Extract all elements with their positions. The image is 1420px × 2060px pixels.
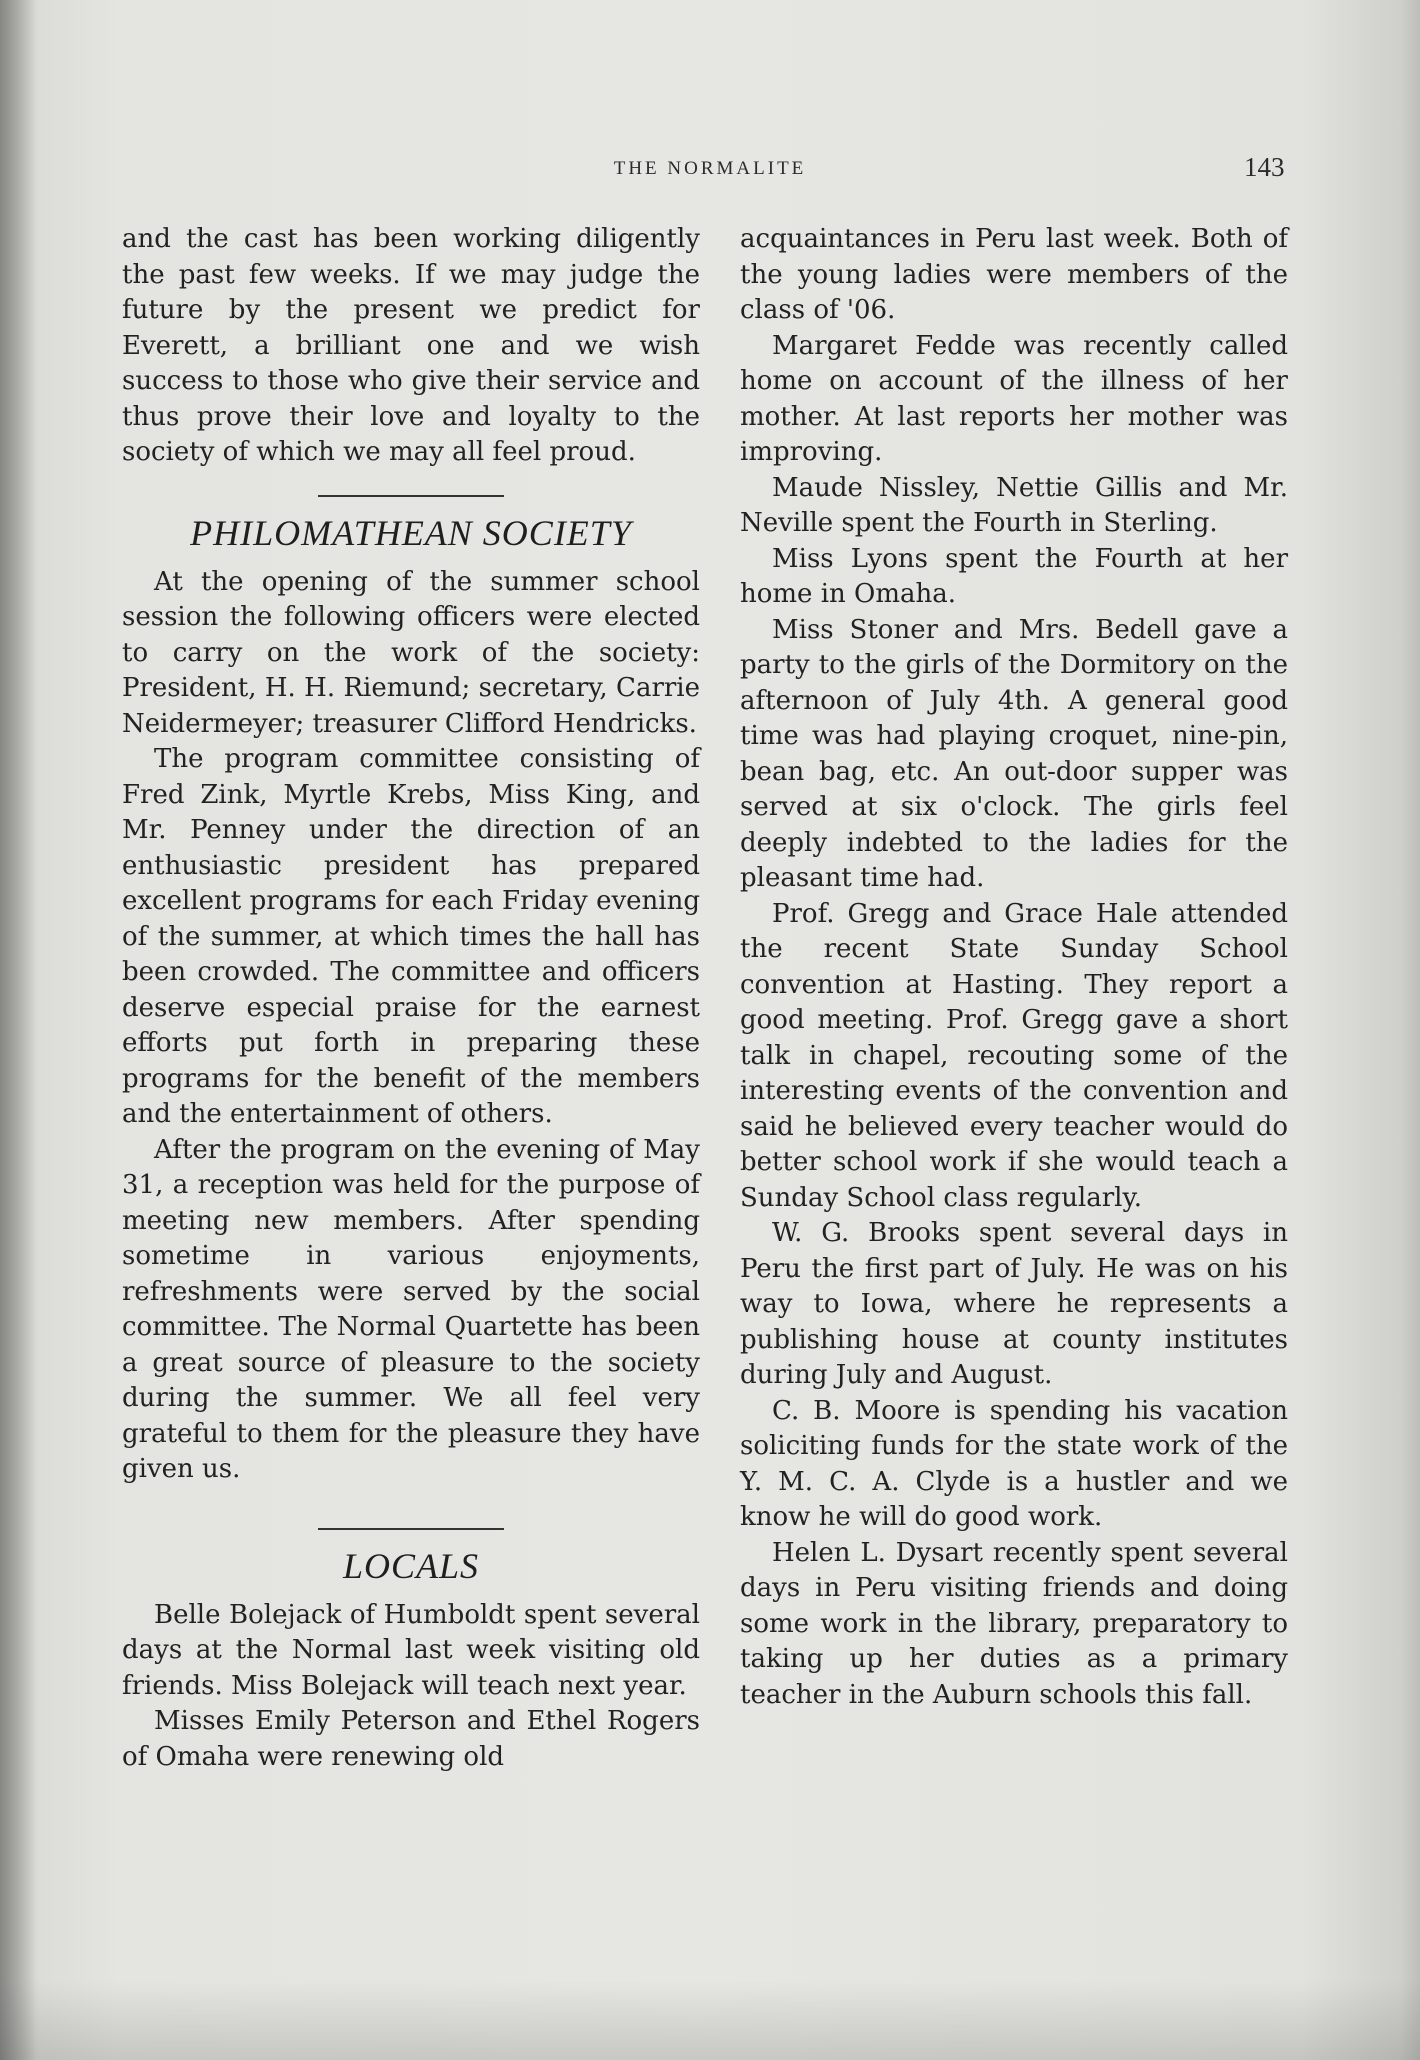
locals-heading: LOCALS [342,1545,480,1586]
right-column [740,222,1288,1713]
local-item: C. B. Moore is spending his vacation soliciting funds for the state work of the Y. M. C. A. Clyde is a hustler and we know he will do good work. [740,1395,1288,1532]
local-item: Miss Lyons spent the Fourth at her home in Omaha. [740,543,1288,609]
section-divider [318,495,504,497]
local-item: W. G. Brooks spent several days in Peru the first part of July. He was on his way to Iowa, where he represents a publishing house at county institutes during July and August. [740,1218,1288,1390]
section-divider [318,1528,504,1530]
article-paragraph: At the opening of the summer school session the following officers were elected to carry on the work of the society: President, H. H. Riemund; secretary, Carrie Neidermeyer; treasurer Clifford Hendricks. [122,566,700,739]
local-item: Prof. Gregg and Grace Hale attended the recent State Sunday School convention at Hasting. They report a good meeting. Prof. Gregg gave a short talk in chapel, recouting some of the interesting events of the convention and said he believed every teacher would do better school work if she would teach a Sunday School class regularly. [740,898,1288,1213]
binding-shadow [0,0,36,2060]
local-item: Misses Emily Peterson and Ethel Rogers of Omaha were renewing old [122,1706,700,1772]
continued-paragraph: and the cast has been working diligently the past few weeks. If we may judge the future by the present we predict for Everett, a brilliant one and we wish success to those who give their service and thus prove their love and loyalty to the society of which we may all feel proud. [122,224,700,467]
page-number: 143 [1244,152,1285,182]
running-head: THE NORMALITE [613,158,807,179]
local-item: Belle Bolejack of Humboldt spent several days at the Normal last week visiting old friends. Miss Bolejack will teach next year. [122,1599,700,1701]
local-item: acquaintances in Peru last week. Both of the young ladies were members of the class of '06. [740,224,1288,325]
left-column [122,222,700,1775]
bottom-shadow [0,1980,1420,2060]
local-item: Miss Stoner and Mrs. Bedell gave a party to the girls of the Dormitory on the afternoon of July 4th. A general good time was had playing croquet, nine-pin, bean bag, etc. An out-door supper was served at six o'clock. The girls feel deeply indebted to the ladies for the pleasant time had. [740,614,1288,893]
article-paragraph: After the program on the evening of May 31, a reception was held for the purpose of meeting new members. After spending sometime in various enjoyments, refreshments were served by the social committee. The Normal Quartette has been a great source of pleasure to the society during the summer. We all feel very grateful to them for the pleasure they have given us. [122,1134,700,1484]
local-item: Maude Nissley, Nettie Gillis and Mr. Neville spent the Fourth in Sterling. [740,472,1288,538]
article-paragraph: The program committee consisting of Fred Zink, Myrtle Krebs, Miss King, and Mr. Penney under the direction of an enthusiastic president has prepared excellent programs for each Friday evening of the summer, at which times the hall has been crowded. The committee and officers deserve especial praise for the earnest efforts put forth in preparing these programs for the benefit of the members and the entertainment of others. [122,744,700,1129]
philomathean-heading: PHILOMATHEAN SOCIETY [190,512,632,553]
local-item: Margaret Fedde was recently called home on account of the illness of her mother. At last reports her mother was improving. [740,330,1288,467]
local-item: Helen L. Dysart recently spent several days in Peru visiting friends and doing some work in the library, preparatory to taking up her duties as a primary teacher in the Auburn schools this fall. [740,1537,1288,1710]
